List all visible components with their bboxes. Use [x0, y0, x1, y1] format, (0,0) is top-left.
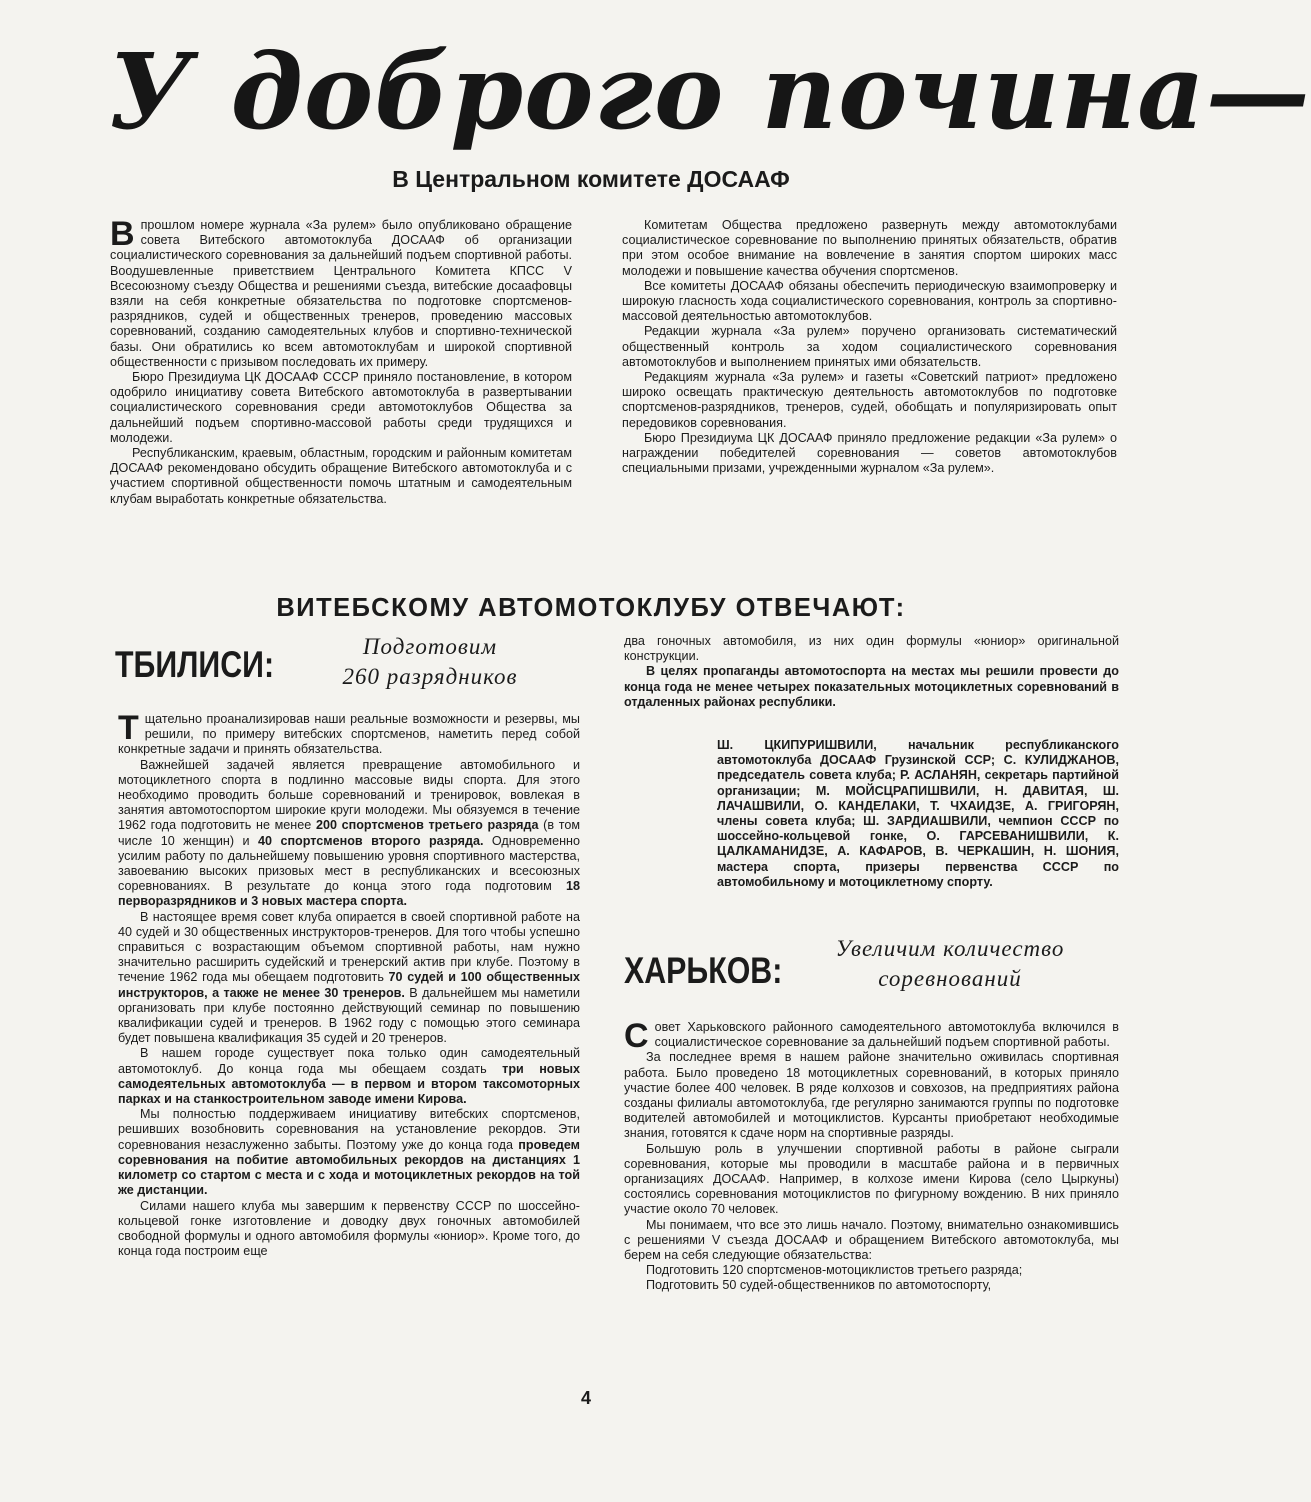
- section-title: ВИТЕБСКОМУ АВТОМОТОКЛУБУ ОТВЕЧАЮТ:: [276, 594, 906, 622]
- tbilisi-deck: [300, 632, 560, 692]
- kharkov-paragraph: Подготовить 50 судей-общественников по автомотоспорту,: [646, 1278, 992, 1293]
- intro-left-paragraph: Бюро Президиума ЦК ДОСААФ СССР приняло постановление, в котором одобрило инициативу совета Витебского автомотоклуба в развертывании социалистического соревнования среди автомотоклубов Общества за дальнейший подъем спортивно-массовой работы среди трудящихся и молодежи.: [110, 370, 572, 445]
- tbilisi-paragraph: Силами нашего клуба мы завершим к первенству СССР по шоссейно-кольцевой гонке изготовление и доводку двух гоночных автомобилей свободной формулы и одного автомобиля формулы «юниор». Кроме того, до конца года построим еще: [118, 1198, 580, 1259]
- emphasis-text: 200 спортсменов третьего разряда: [315, 818, 539, 833]
- intro-right-paragraph: Все комитеты ДОСААФ обязаны обеспечить периодическую взаимопроверку и широкую гласность хода социалистического соревнования, контроль за спортивно-массовой деятельностью автомотоклубов.: [622, 278, 1117, 324]
- tbilisi-right-column: [624, 634, 1119, 710]
- deck-line: соревнований: [878, 966, 1022, 991]
- emphasis-text: 18 перворазрядников и 3 новых мастера спорта.: [118, 879, 580, 909]
- paragraph-text: щательно проанализировав наши реальные возможности и резервы, мы решили, по примеру витебских спортсменов, наметить перед собой конкретные задачи и принять обязательства.: [118, 712, 580, 757]
- intro-right-paragraph: Комитетам Общества предложено развернуть между автомотоклубами социалистическое соревнование по выполнению принятых обязательств, обратив при этом особое внимание на вовлечение в занятия спортом широких масс молодежи и повышение качества обучения спортсменов.: [622, 218, 1117, 278]
- city-title-kharkov: ХАРЬКОВ:: [624, 950, 783, 991]
- kharkov-paragraph: Большую роль в улучшении спортивной работы в районе сыграли соревнования, которые мы проводили в масштабе района и в первичных организациях ДОСААФ. Например, в колхозе имени Кирова (село Цыркуны) состоялись соревнования мотоциклистов по фигурному вождению. В них приняло участие около 70 человек.: [624, 1141, 1119, 1217]
- tbilisi-paragraph: [118, 1107, 580, 1198]
- tbilisi-paragraph: [118, 910, 580, 1047]
- emphasis-text: 40 спортсменов второго разряда.: [258, 833, 484, 848]
- dropcap: В: [110, 215, 135, 253]
- kharkov-paragraph: Подготовить 120 спортсменов-мотоциклистов третьего разряда;: [646, 1263, 1023, 1278]
- paragraph-text: В настоящее время совет клуба опирается в своей спортивной работе на 40 судей и 30 общественных инструкторов-тренеров. Для того чтобы успешно справиться с возрастающим объемом спортивной работы, нам нужно значительно расширить судейский и тренерский актив при клубе. Поэтому в течение 1962 года мы обещаем подготовить: [118, 909, 580, 985]
- signature-text: Ш. ЦКИПУРИШВИЛИ, начальник республиканского автомотоклуба ДОСААФ Грузинской ССР; С. КУЛИДЖАНОВ, председатель совета клуба; Р. АСЛАНЯН, секретарь партийной организации; М. МОЙСЦРАПИШВИЛИ, Н. ДАВИТАЯ, Ш. ЛАЧАШВИЛИ, О. КАНДЕЛАКИ, Т. ЧХАИДЗЕ, А. ГРИГОРЯН, члены совета клуба; Ш. ЗАРДИАШВИЛИ, чемпион СССР по шоссейно-кольцевой гонке, О. ГАРСЕВАНИШВИЛИ, К. ЦАЛКАМАНИДЗЕ, А. КАФАРОВ, В. ЧЕРКАШИН, Н. ШОНИЯ, мастера спорта, призеры первенства СССР по автомобильному и мотоциклетному спорту.: [717, 738, 1119, 889]
- tbilisi-left-column: [118, 709, 580, 1259]
- paragraph-text: В нашем городе существует пока только один самодеятельный автомотоклуб. До конца года мы обещаем создать: [118, 1046, 580, 1076]
- subheadline: В Центральном комитете ДОСААФ: [392, 166, 790, 192]
- dropcap: Т: [118, 709, 139, 747]
- emphasis-text: проведем соревнования на побитие автомобильных рекордов на дистанциях 1 километр со стартом с места и с хода и мотоциклетных рекордов на той же дистанции.: [118, 1137, 580, 1198]
- intro-left-paragraph: Республиканским, краевым, областным, городским и районным комитетам ДОСААФ рекомендовано обсудить обращение Витебского автомотоклуба и с участием спортивной общественности помочь штатным и самодеятельным клубам выработать конкретные обязательства.: [110, 446, 572, 506]
- deck-line: Увеличим количество: [835, 936, 1065, 961]
- headline: У доброго почина—: [108, 30, 1311, 153]
- deck-line: Подготовим: [362, 634, 498, 659]
- paragraph-text: овет Харьковского районного самодеятельного автомотоклуба включился в социалистическое соревнование за дальнейший подъем спортивной работы.: [654, 1020, 1119, 1050]
- kharkov-paragraph: Мы понимаем, что все это лишь начало. Поэтому, внимательно ознакомившись с решениями V съезда ДОСААФ и обращением Витебского автомотоклуба, мы берем на себя следующие обязательства:: [624, 1217, 1119, 1263]
- tbilisi-paragraph: [118, 709, 580, 758]
- city-title-tbilisi: ТБИЛИСИ:: [115, 644, 275, 685]
- deck-line: 260 разрядников: [342, 664, 518, 689]
- kharkov-paragraph: [624, 1017, 1119, 1055]
- emphasis-text: три новых самодеятельных автомотоклуба — в первом и втором таксомоторных парках и на станкостроительном заводе имени Кирова.: [118, 1061, 580, 1107]
- emphasis-text: 70 судей и 100 общественных инструкторов, а также не менее 30 тренеров.: [118, 970, 580, 1000]
- paragraph-text: В дальнейшем мы наметили организовать при клубе постоянно действующий семинар по повышению квалификации судей и тренеров. В 1962 году с помощью этого семинара будет повышена квалификация 35 судей и 20 тренеров.: [118, 985, 580, 1046]
- paragraph-text: Мы полностью поддерживаем инициативу витебских спортсменов, решивших возобновить соревнования на установление рекордов. Эти соревнования незаслуженно забыты. Поэтому уже до конца года: [118, 1107, 580, 1152]
- dropcap: С: [624, 1017, 649, 1055]
- paragraph-text: (в том числе 10 женщин) и: [118, 818, 580, 848]
- tbilisi-signatures: [717, 738, 1119, 890]
- tbilisi-paragraph: В целях пропаганды автомотоспорта на местах мы решили провести до конца года не менее четырех показательных мотоциклетных соревнований в отдаленных районах республики.: [624, 664, 1119, 709]
- paragraph-text: прошлом номере журнала «За рулем» было опубликовано обращение совета Витебского автомотоклуба ДОСААФ об организации социалистического соревнования за дальнейший подъем спортивной работы. Воодушевленные приветствием Центрального Комитета КПСС V Всесоюзному съезду Общества и решениями съезда, витебские досаафовцы взяли на себя конкретные обязательства по подготовке спортсменов-разрядников, судей и общественных тренеров, проведению массовых соревнований, созданию самодеятельных клубов и спортивно-технической базы. Они обратились ко всем автомотоклубам и широкой спортивной общественности с призывом последовать их примеру.: [110, 218, 572, 369]
- kharkov-deck: [800, 934, 1100, 994]
- page-number: 4: [581, 1388, 592, 1408]
- intro-left-paragraph: [110, 215, 572, 370]
- tbilisi-paragraph: [118, 1046, 580, 1107]
- tbilisi-paragraph: два гоночных автомобиля, из них один формулы «юниор» оригинальной конструкции.: [624, 634, 1119, 664]
- intro-left-column: [110, 215, 572, 507]
- intro-right-paragraph: Бюро Президиума ЦК ДОСААФ приняло предложение редакции «За рулем» о награждении победителей соревнования — советов автомотоклубов специальными призами, учрежденными журналом «За рулем».: [622, 430, 1117, 476]
- kharkov-paragraph: За последнее время в нашем районе значительно оживилась спортивная работа. Было проведено 18 мотоциклетных соревнований, в которых приняло участие более 400 человек. В ряде колхозов и совхозов, на предприятиях района созданы филиалы автомотоклуба, где регулярно занимаются группы по подготовке водителей автомобилей и мотоциклистов. Курсанты приобретают необходимые знания, готовятся к сдаче норм на спортивные разряды.: [624, 1050, 1119, 1141]
- intro-right-column: [622, 218, 1117, 476]
- kharkov-column: [624, 1017, 1119, 1294]
- paragraph-text: Одновременно усилим работу по дальнейшему повышению уровня спортивного мастерства, завоеванию высоких призовых мест в республиканских и всесоюзных соревнованиях. В результате до конца этого года подготовим: [118, 833, 580, 894]
- paragraph-text: Важнейшей задачей является превращение автомобильного и мотоциклетного спорта в подлинно массовые виды спорта. Для этого необходимо проводить больше соревнований и тренировок, вовлекая в занятия автомотоспортом широкие круги молодежи. Мы обязуемся в течение 1962 года подготовить не менее: [118, 757, 580, 833]
- tbilisi-paragraph: [118, 758, 580, 910]
- intro-right-paragraph: Редакциям журнала «За рулем» и газеты «Советский патриот» предложено широко освещать практическую деятельность автомотоклубов по подготовке спортсменов-разрядников, тренеров, судей, обобщать и популяризировать опыт передовиков соревнования.: [622, 370, 1117, 430]
- intro-right-paragraph: Редакции журнала «За рулем» поручено организовать систематический общественный контроль за ходом социалистического соревнования автомотоклубов и выполнением принятых ими обязательств.: [622, 324, 1117, 369]
